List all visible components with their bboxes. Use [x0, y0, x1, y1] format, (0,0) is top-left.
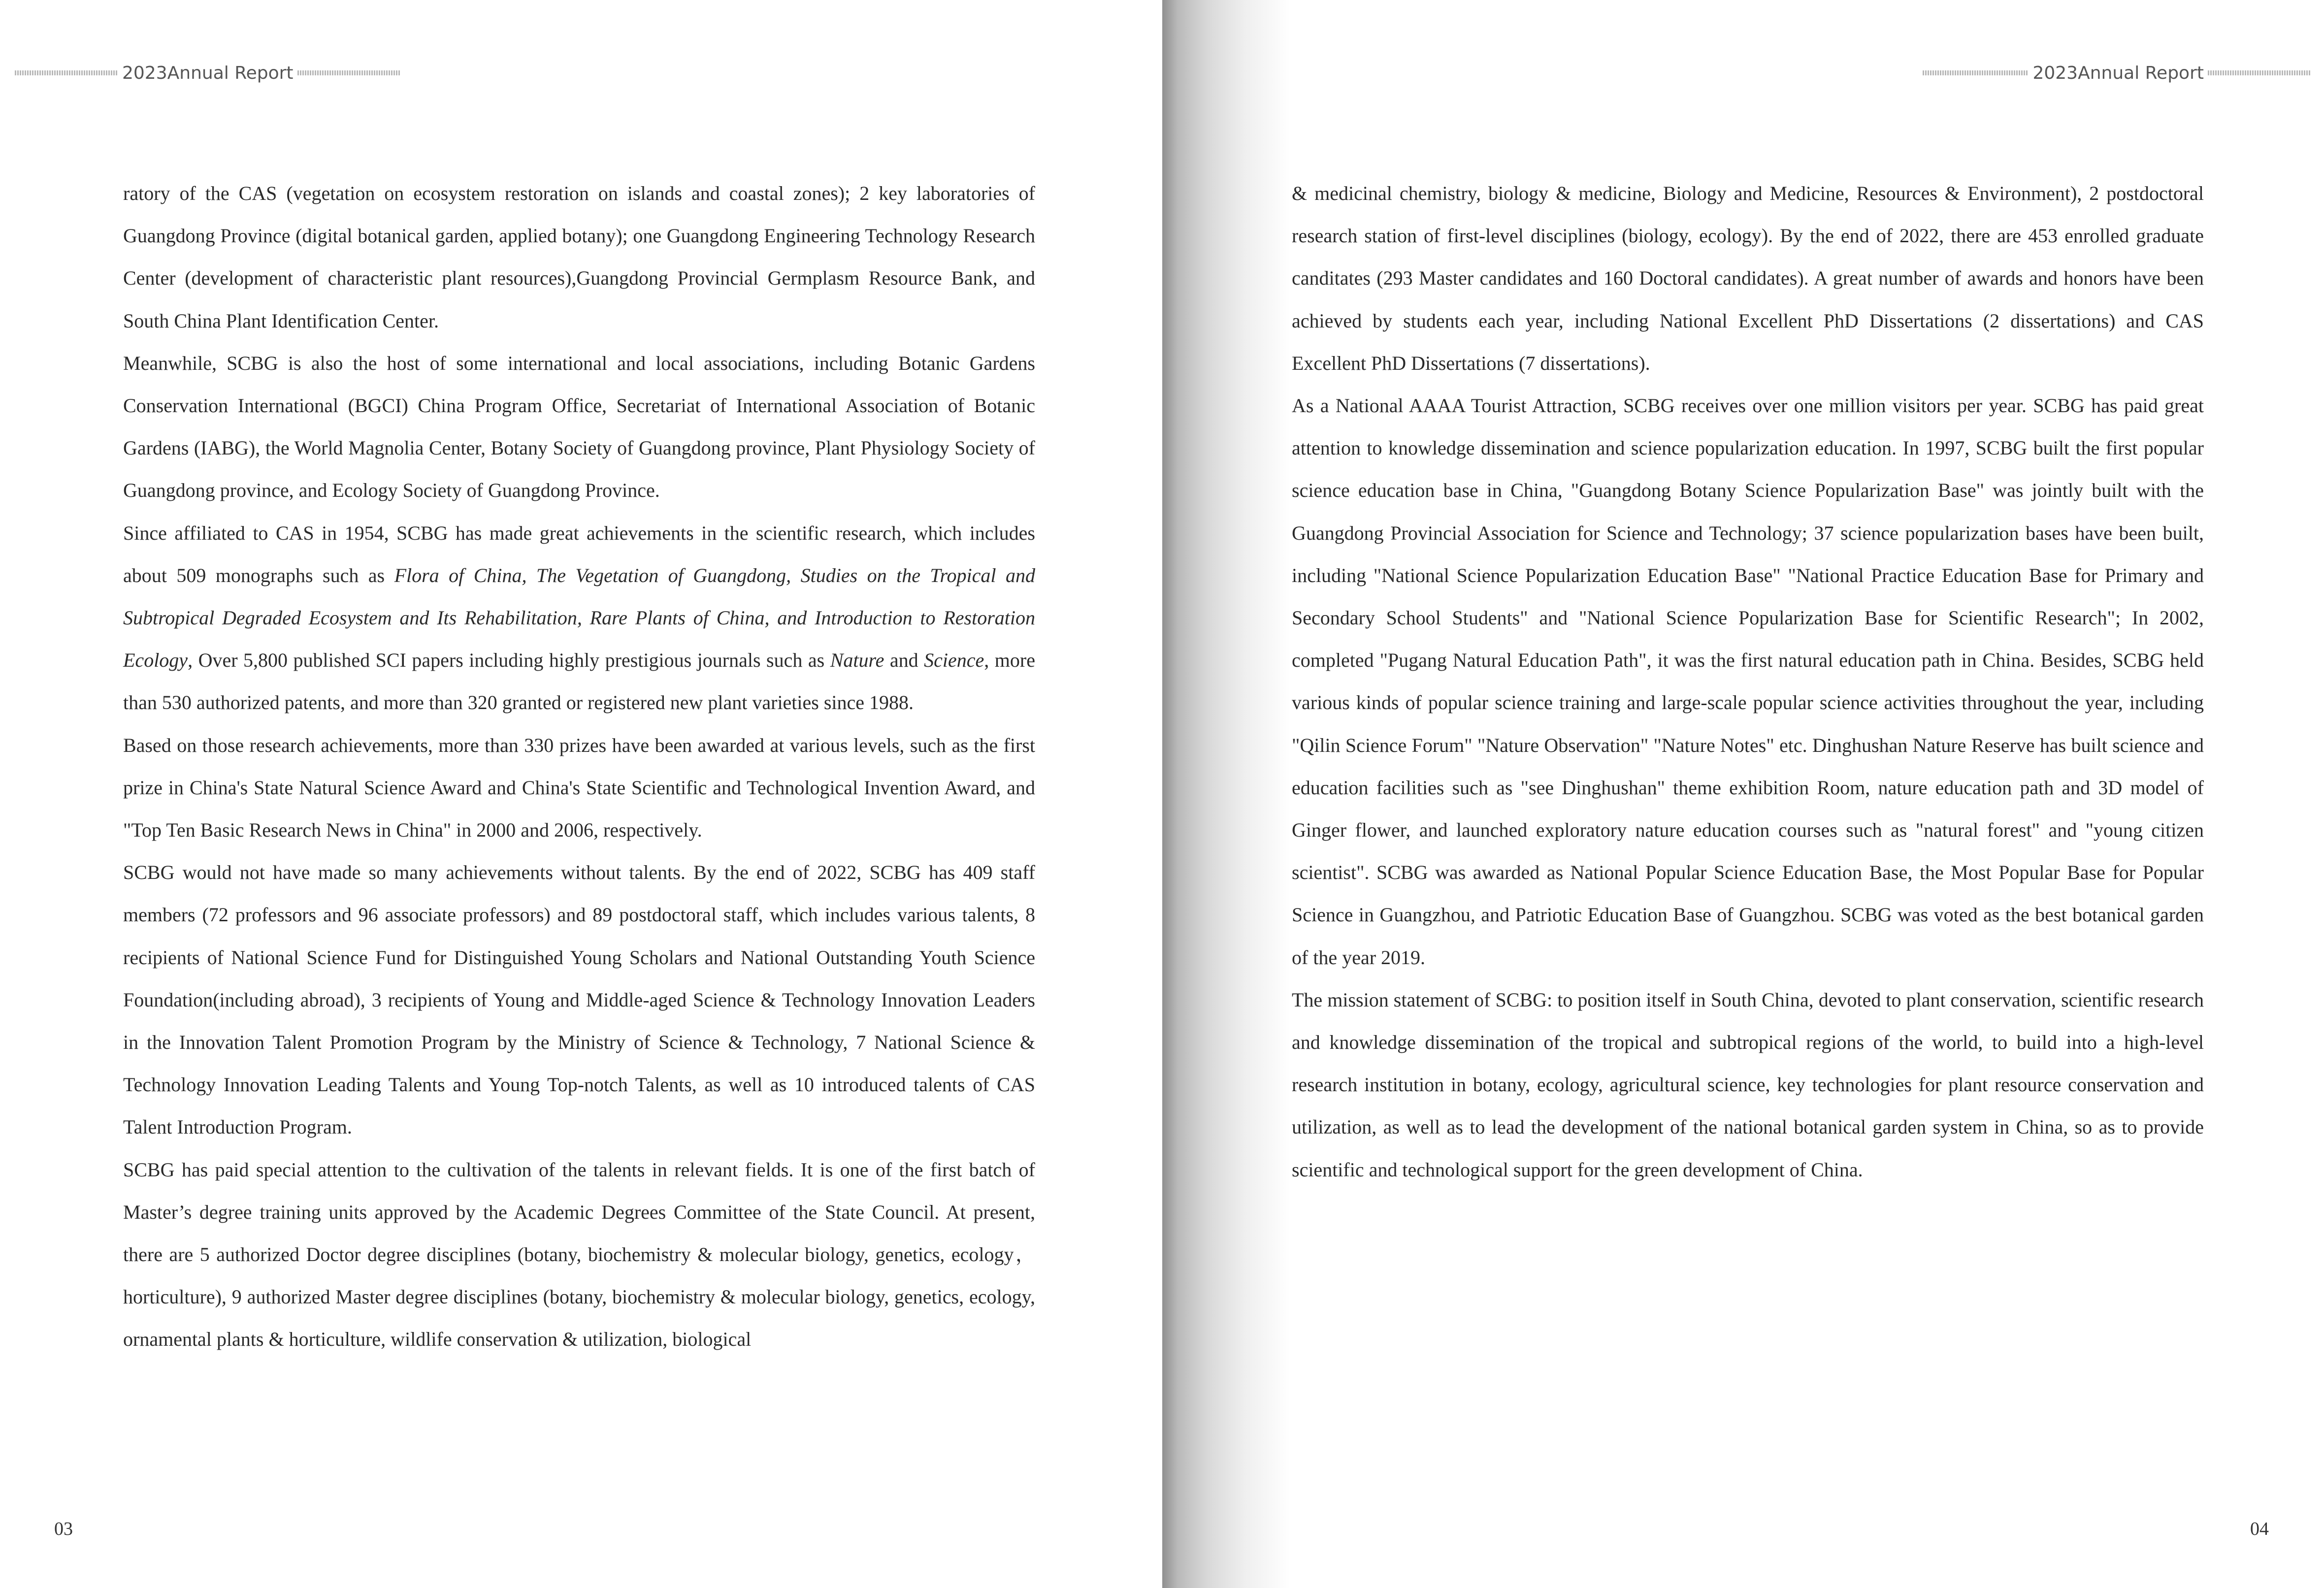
paragraph: SCBG would not have made so many achievements without talents. By the end of 2022, SCBG has 409 staff members (72 professors and 96 associate professors) and 89 postdoctoral staff, which includes various talents, 8 recipients of National Science Fund for Distinguished Young Scholars and National Outstanding Youth Science Foundation(including abroad), 3 recipients of Young and Middle-aged Science & Technology Innovation Leaders in the Innovation Talent Promotion Program by the Ministry of Science & Technology, 7 National Science & Technology Innovation Leading Talents and Young Top-notch Talents, as well as 10 introduced talents of CAS Talent Introduction Program. — [123, 861, 1035, 1138]
header-title: Annual Report — [167, 63, 294, 83]
paragraph: & medicinal chemistry, biology & medicine, Biology and Medicine, Resources & Environment), 2 postdoctoral research station of first-level disciplines (biology, ecology). By the end of 2022, there are 453 enrolled graduate canditates (293 Master candidates and 160 Doctoral candidates). A great number of awards and honors have been achieved by students each year, including National Excellent PhD Dissertations (2 dissertations) and CAS Excellent PhD Dissertations (7 dissertations). — [1292, 182, 2204, 374]
paragraph — [123, 512, 1035, 724]
paragraph-text: and — [884, 649, 924, 672]
paragraph: Meanwhile, SCBG is also the host of some international and local associations, including Botanic Gardens Conservation International (BGCI) China Program Office, Secretariat of International Association of Botanic Gardens (IABG), the World Magnolia Center, Botany Society of Guangdong province, Plant Physiology Society of Guangdong province, and Ecology Society of Guangdong Province. — [123, 352, 1035, 502]
page-number: 03 — [54, 1519, 73, 1539]
header-rule-left — [15, 70, 118, 75]
page-number: 04 — [2250, 1519, 2269, 1539]
paragraph: As a National AAAA Tourist Attraction, SCBG receives over one million visitors per year. SCBG has paid great attention to knowledge dissemination and science popularization education. In 1997, SCBG built the first popular science education base in China, "Guangdong Botany Science Popularization Base" was jointly built with the Guangdong Provincial Association for Science and Technology; 37 science popularization bases have been built, including "National Science Popularization Education Base" "National Practice Education Base for Primary and Secondary School Students" and "National Science Popularization Base for Scientific Research"; In 2002, completed "Pugang Natural Education Path", it was the first natural education path in China. Besides, SCBG held various kinds of popular science training and large-scale popular science activities throughout the year, including "Qilin Science Forum" "Nature Observation" "Nature Notes" etc. Dinghushan Nature Reserve has built science and education facilities such as "see Dinghushan" theme exhibition Room, nature education path and 3D model of Ginger flower, and launched exploratory nature education courses such as "natural forest" and "young citizen scientist". SCBG was awarded as National Popular Science Education Base, the Most Popular Base for Popular Science in Guangzhou, and Patriotic Education Base of Guangzhou. SCBG was voted as the best botanical garden of the year 2019. — [1292, 394, 2204, 969]
header-rule-left — [1923, 70, 2029, 75]
header-rule-right — [297, 70, 401, 75]
journal-name: Science — [924, 649, 984, 672]
right-page — [1162, 0, 2324, 1588]
paragraph: The mission statement of SCBG: to position itself in South China, devoted to plant conservation, scientific research and knowledge dissemination of the tropical and subtropical regions of the world, to build into a high-level research institution in botany, ecology, agricultural science, key technologies for plant resource conservation and utilization, as well as to lead the development of the national botanical garden system in China, so as to provide scientific and technological support for the green development of China. — [1292, 988, 2204, 1181]
paragraph: ratory of the CAS (vegetation on ecosystem restoration on islands and coastal zones); 2 key laboratories of Guangdong Province (digital botanical garden, applied botany); one Guangdong Engineering Technology Research Center (development of characteristic plant resources),Guangdong Provincial Germplasm Resource Bank, and South China Plant Identification Center. — [123, 182, 1035, 332]
running-header-left — [15, 62, 401, 84]
journal-name: Nature — [830, 649, 884, 672]
monograph-titles: Flora of China, The Vegetation of Guangdong, Studies on the Tropical and Subtropical Degraded Ecosystem and Its Rehabilitation, Rare Plants of China, and Introduction to Restoration Ecology — [123, 564, 1035, 672]
header-title: Annual Report — [2078, 63, 2204, 83]
paragraph-text: Since affiliated to CAS in 1954, SCBG has made great achievements in the scientific research, which includes about 509 monographs such as — [123, 521, 1035, 586]
paragraph: Based on those research achievements, more than 330 prizes have been awarded at various levels, such as the first prize in China's State Natural Science Award and China's State Scientific and Technological Invention Award, and "Top Ten Basic Research News in China" in 2000 and 2006, respectively. — [123, 734, 1035, 842]
header-rule-right — [2208, 70, 2311, 75]
running-header-right — [1923, 62, 2311, 84]
header-year: 2023 — [2032, 63, 2078, 83]
right-page-body — [1292, 172, 2204, 1191]
paragraph-text: , Over 5,800 published SCI papers including highly prestigious journals such as — [188, 649, 830, 672]
left-page-body — [123, 172, 1035, 1361]
book-gutter-shadow — [1162, 0, 1290, 1588]
header-year: 2023 — [122, 63, 167, 83]
paragraph: SCBG has paid special attention to the cultivation of the talents in relevant fields. It is one of the first batch of Master’s degree training units approved by the Academic Degrees Committee of the State Council. At present, there are 5 authorized Doctor degree disciplines (botany, biochemistry & molecular biology, genetics, ecology，horticulture), 9 authorized Master degree disciplines (botany, biochemistry & molecular biology, genetics, ecology, ornamental plants & horticulture, wildlife conservation & utilization, biological — [123, 1158, 1035, 1351]
paragraph-text: , more than 530 authorized patents, and more than 320 granted or registered new plant varieties since 1988. — [123, 649, 1035, 714]
